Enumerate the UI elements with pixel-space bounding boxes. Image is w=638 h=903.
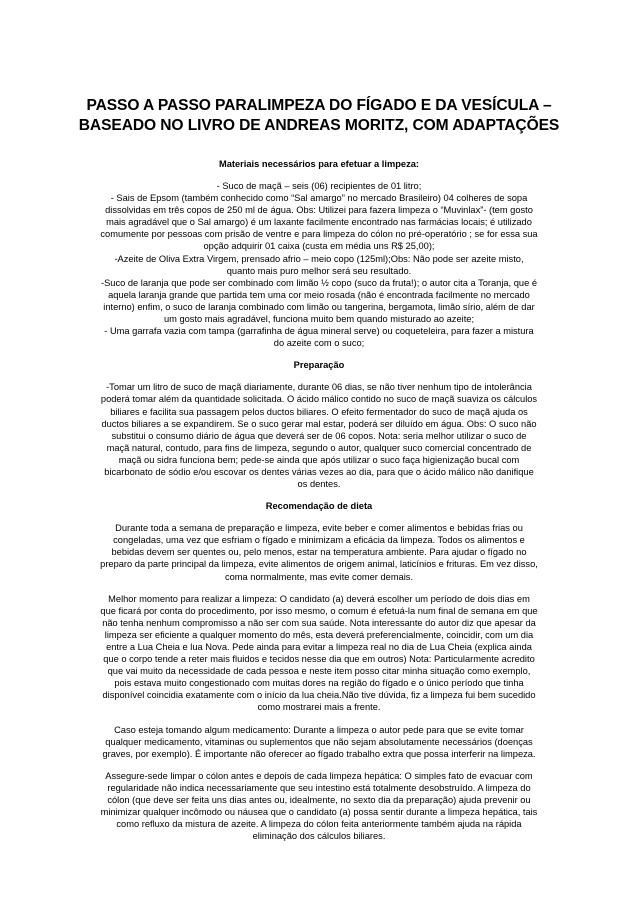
text-line: qualquer medicamento, vitaminas ou suplementos que não sejam absolutamente necessários (doenças [105, 736, 533, 747]
text-line: dissolvidas em três copos de 250 ml de água. Obs: Utilizei para fazera limpeza o “Muvinlax”- (tem gosto [105, 205, 533, 216]
title-line-1: PASSO A PASSO PARALIMPEZA DO FÍGADO E DA VESÍCULA – [86, 97, 552, 114]
text-line: maçã natural, contudo, para fins de limpeza, segundo o autor, qualquer suco comercial concentrado de [106, 442, 532, 453]
text-line: preparo da parte principal da limpeza, evite alimentos de origem animal, laticínios e frituras. Em vez disso, [100, 559, 538, 570]
text-line: não tenha nenhum compromisso a não ser com sua saúde. Nota interessante do autor diz que apesar da [102, 617, 536, 628]
text-line: - Suco de maçã – seis (06) recipientes de 01 litro; [216, 181, 422, 191]
materials-heading: Materiais necessários para efetuar a limpeza: [219, 159, 419, 169]
text-line: graves, por exemplo). É importante não oferecer ao fígado trabalho extra que possa interferir na limpeza. [102, 748, 536, 759]
diet-paragraph [52, 770, 586, 843]
materials-section [52, 180, 586, 349]
text-line: que vai muito da necessidade de cada pessoa e neste item posso citar minha situação como exemplo, [107, 666, 531, 677]
text-line: bebidas devem ser quentes ou, pelo menos, estar na temperatura ambiente. Para ajudar o fígado no [111, 547, 527, 558]
text-line: comumente por pessoas com prisão de ventre e para limpeza do cólon no pré-operatório ; se for essa sua [100, 229, 538, 240]
text-line: interno) enfim, o suco de laranja combinado com limão ou tangerina, bergamota, limão sírio, além de dar [103, 301, 535, 312]
text-line: quanto mais puro melhor será seu resultado. [226, 265, 412, 276]
text-line: limpeza ser eficiente a qualquer momento do mês, esta deverá preferencialmente, coincidir, com um dia [104, 629, 534, 640]
text-line: entre a Lua Cheia e lua Nova. Pede ainda para evitar a limpeza real no dia de Lua Cheia (explica ainda [106, 642, 532, 652]
text-line: pois estava muito congestionado com muitas dores na região do fígado e o único período que tinha [114, 678, 524, 689]
text-line: Caso esteja tomando algum medicamento: Durante a limpeza o autor pede para que se evite tomar [114, 724, 524, 735]
diet-section [52, 522, 586, 842]
diet-paragraph [52, 593, 586, 714]
text-line: eliminação dos cálculos biliares. [252, 831, 386, 842]
text-line: - Uma garrafa vazia com tampa (garrafinha de água mineral serve) ou coqueteleira, para fazer a mistura [104, 326, 534, 337]
text-line: -Suco de laranja que pode ser combinado com limão ½ copo (suco da fruta!); o autor cita a Toranja, que é [100, 277, 537, 288]
text-line: que o corpo tende a reter mais fluidos e tecidos nesse dia que em outros) Nota: Particularmente acredito [103, 654, 535, 665]
document-title [52, 96, 586, 136]
text-line: ductos biliares a se expandirem. Se o suco gerar mal estar, poderá ser diluído em água. Obs: O suco não [101, 418, 537, 429]
preparation-heading: Preparação [293, 360, 345, 371]
text-line: que ficará por conta do procedimento, por isso mesmo, o comum é efetuá-la num final de semana em que [100, 605, 538, 616]
text-line: os dentes. [297, 479, 341, 490]
text-line: mais agradável que o Sal amargo) é um laxante facilmente encontrado nas farmácias locais; é utilizado [106, 217, 532, 228]
text-line: disponível coincidia exatamente com o início da lua cheia.Não tive dúvida, fiz a limpeza fui bem sucedido [102, 690, 536, 701]
text-line: Melhor momento para realizar a limpeza: O candidato (a) deverá escolher um período de dois dias em [108, 593, 530, 604]
text-line: opção adquirir 01 caixa (custa em média uns R$ 25,00); [203, 241, 435, 252]
title-line-2: BASEADO NO LIVRO DE ANDREAS MORITZ, COM ADAPTAÇÕES [78, 117, 560, 134]
text-line: bicarbonato de sódio e/ou escovar os dentes várias vezes ao dia, para que o ácido málico não danifique [104, 466, 534, 477]
diet-paragraph [52, 522, 586, 582]
text-line: um gosto mais agradável, funciona muito bem quando misturado ao azeite; [163, 314, 475, 325]
preparation-section [52, 381, 586, 490]
text-line: maçã ou sidra funciona bem; pede-se ainda que após utilizar o suco faça higienização bucal com [118, 454, 520, 465]
text-line: coma normalmente, mas evite comer demais. [224, 571, 414, 582]
text-line: poderá tomar além da quantidade solicitada. O ácido málico contido no suco de maçã suaviza os cálculos [100, 394, 538, 405]
text-line: Durante toda a semana de preparação e limpeza, evite beber e comer alimentos e bebidas frias ou [115, 523, 523, 534]
text-line: como mostrarei mais a frente. [257, 702, 381, 713]
text-line: Assegure-sede limpar o cólon antes e depois de cada limpeza hepática: O simples fato de evacuar com [105, 770, 533, 781]
text-line: cólon (que deve ser feita uns dias antes ou, idealmente, no sexto dia da preparação) ajuda prevenir ou [107, 795, 531, 806]
text-line: regularidade não indica necessariamente que seu intestino está totalmente desobstruído. A limpeza do [107, 782, 531, 793]
text-line: -Azeite de Oliva Extra Virgem, prensado afrio – meio copo (125ml);Obs: Não pode ser azeite misto, [114, 253, 524, 264]
text-line: - Sais de Epsom (também conhecido como “Sal amargo” no mercado Brasileiro) 04 colheres de sopa [110, 193, 528, 204]
text-line: congeladas, uma vez que esfriam o fígado e minimizam a eficácia da limpeza. Todos os alimentos e [113, 535, 525, 546]
text-line: como refluxo da mistura de azeite. A limpeza do cólon feita anteriormente também ajuda na rápida [116, 819, 522, 830]
text-line: -Tomar um litro de suco de maçã diariamente, durante 06 dias, se não tiver nenhum tipo de intolerância [106, 382, 532, 393]
text-line: aquela laranja grande que partida tem uma cor meio rosada (não é encontrada facilmente no mercado [108, 289, 530, 300]
text-line: substitui o consumo diário de água que deverá ser de 06 copos. Nota: seria melhor utilizar o suco de [111, 430, 527, 441]
text-line: biliares e facilita sua passagem pelos ductos biliares. O efeito fermentador do suco de maçã ajuda os [110, 406, 528, 417]
diet-paragraph [52, 724, 586, 760]
diet-heading: Recomendação de dieta [265, 501, 373, 512]
text-line: minimizar qualquer incômodo ou náusea que o candidato (a) possa sentir durante a limpeza hepática, tais [100, 807, 538, 818]
text-line: do azeite com o suco; [273, 338, 365, 349]
